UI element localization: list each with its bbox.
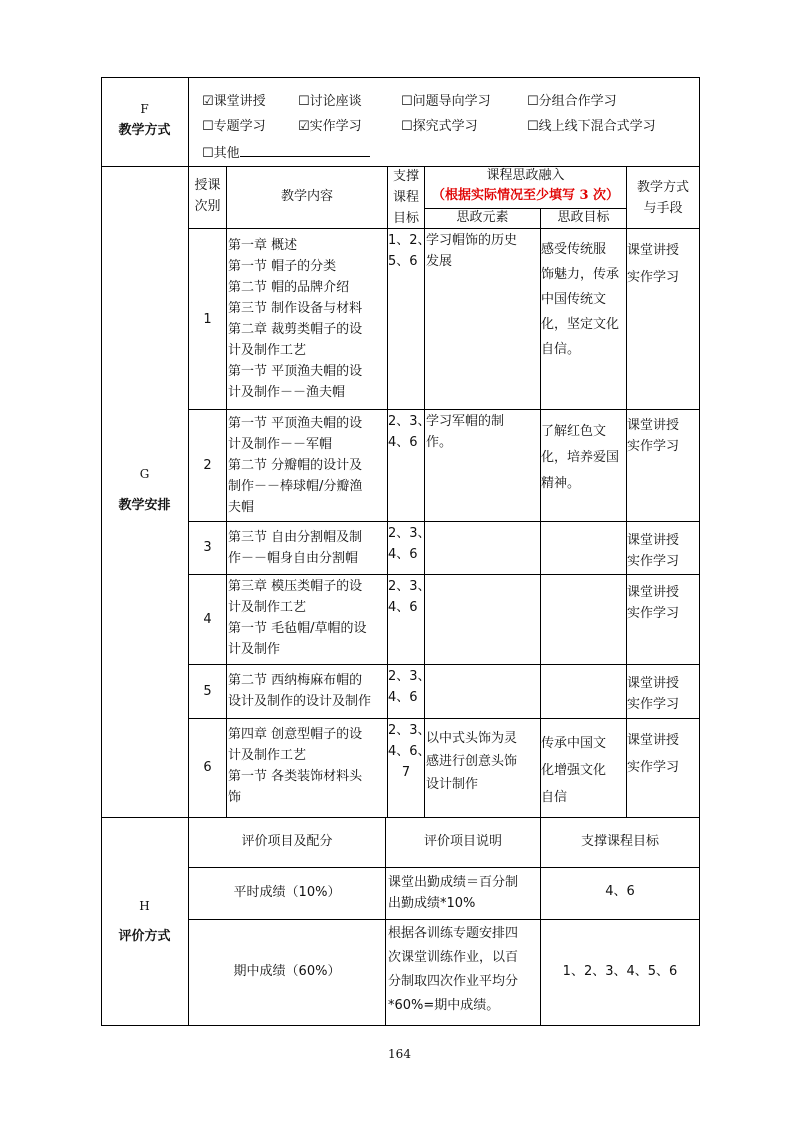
desc-line: 课堂出勤成绩＝百分制 <box>388 875 519 890</box>
checkbox-topic-study[interactable]: ☐专题学习 <box>202 119 266 134</box>
row6-content <box>228 724 362 808</box>
goal-line: 了解红色文 <box>541 424 607 439</box>
section-g-letter: G <box>139 467 150 481</box>
row6-goal <box>541 730 606 811</box>
goal-line: 自信 <box>541 790 568 805</box>
method-line: 课堂讲授 <box>627 418 680 433</box>
element-line: 感进行创意头饰 <box>426 754 518 769</box>
header-ideology-note: （根据实际情况至少填写 3 次） <box>431 188 620 203</box>
support-line: 2、3、 <box>388 579 431 594</box>
eval-row1-item: 平时成绩（10%） <box>233 885 341 900</box>
method-line: 实作学习 <box>627 697 680 712</box>
header-support: 支撑课程目标 <box>392 169 419 226</box>
method-line: 实作学习 <box>627 760 680 775</box>
header-eval-target: 支撑课程目标 <box>580 834 659 849</box>
row3-session: 3 <box>203 540 212 555</box>
header-ideology: 课程思政融入 <box>486 168 565 183</box>
section-f-letter: F <box>140 102 149 116</box>
support-line: 4、6 <box>388 435 418 450</box>
checkbox-discussion[interactable]: ☐讨论座谈 <box>298 94 362 109</box>
header-goal: 思政目标 <box>557 210 610 225</box>
goal-line: 传承中国文 <box>541 736 607 751</box>
element-line: 发展 <box>426 254 453 269</box>
method-line: 课堂讲授 <box>627 243 680 258</box>
header-method: 教学方式与手段 <box>636 180 689 216</box>
header-eval-item: 评价项目及配分 <box>241 834 333 849</box>
row6-support <box>388 720 431 783</box>
desc-line: 次课堂训练作业，以百 <box>388 950 519 965</box>
support-line: 2、3、 <box>388 414 431 429</box>
row2-content <box>228 413 362 518</box>
row3-content <box>228 527 362 569</box>
goal-line: 化，坚定文化 <box>541 317 620 332</box>
support-line: 4、6 <box>388 600 418 615</box>
row1-support <box>388 230 431 272</box>
checkbox-lecture[interactable]: ☑课堂讲授 <box>202 94 266 109</box>
content-line: 第一节 毛毡帽/草帽的设 <box>228 621 367 636</box>
goal-line: 感受传统服 <box>541 242 607 257</box>
goal-line: 中国传统文 <box>541 292 607 307</box>
content-line: 第一节 帽子的分类 <box>228 259 337 274</box>
row1-goal <box>541 237 619 362</box>
eval-row1-target: 4、6 <box>605 884 635 899</box>
goal-line: 精神。 <box>541 476 581 491</box>
goal-line: 化，培养爱国 <box>541 450 620 465</box>
content-line: 第一章 概述 <box>228 238 298 253</box>
goal-line: 化增强文化 <box>541 763 607 778</box>
content-line: 制作－－棒球帽/分瓣渔 <box>228 479 363 494</box>
row3-method <box>627 530 679 572</box>
row4-session: 4 <box>203 612 212 627</box>
section-g-title: 教学安排 <box>118 498 171 513</box>
eval-row2-desc <box>388 922 518 1018</box>
section-h-title: 评价方式 <box>118 929 171 944</box>
eval-row2-item: 期中成绩（60%） <box>233 964 341 979</box>
row5-method <box>627 673 679 715</box>
row4-method <box>627 582 679 624</box>
eval-row2-target: 1、2、3、4、5、6 <box>562 964 678 979</box>
method-line: 实作学习 <box>627 554 680 569</box>
page-number: 164 <box>388 1047 411 1061</box>
row6-method <box>627 727 679 781</box>
content-line: 第一节 各类装饰材料头 <box>228 769 363 784</box>
row5-session: 5 <box>203 684 212 699</box>
method-line: 课堂讲授 <box>627 676 680 691</box>
method-line: 课堂讲授 <box>627 585 680 600</box>
other-blank-line[interactable] <box>240 144 370 157</box>
support-line: 4、6 <box>388 547 418 562</box>
content-line: 第三章 模压类帽子的设 <box>228 579 363 594</box>
support-line: 2、3、 <box>388 723 431 738</box>
row5-content <box>228 670 371 712</box>
row4-support <box>388 576 431 618</box>
support-line: 2、3、 <box>388 526 431 541</box>
support-line: 5、6 <box>388 254 418 269</box>
support-line: 7 <box>401 765 411 780</box>
row1-content <box>228 235 362 403</box>
row4-content <box>228 576 367 660</box>
element-line: 以中式头饰为灵 <box>426 731 518 746</box>
method-line: 实作学习 <box>627 270 680 285</box>
row3-support <box>388 523 431 565</box>
checkbox-practice[interactable]: ☑实作学习 <box>298 119 362 134</box>
content-line: 第二章 裁剪类帽子的设 <box>228 322 363 337</box>
row6-session: 6 <box>203 760 212 775</box>
content-line: 第二节 帽的品牌介绍 <box>228 280 350 295</box>
element-line: 设计制作 <box>426 777 479 792</box>
checkbox-other[interactable] <box>202 144 370 162</box>
checkbox-inquiry[interactable]: ☐探究式学习 <box>401 119 478 134</box>
desc-line: *60%=期中成绩。 <box>388 998 500 1013</box>
content-line: 计及制作－－渔夫帽 <box>228 385 346 400</box>
content-line: 作－－帽身自由分割帽 <box>228 551 359 566</box>
desc-line: 根据各训练专题安排四 <box>388 926 519 941</box>
row1-method <box>627 237 679 291</box>
method-line: 实作学习 <box>627 439 680 454</box>
content-line: 计及制作－－军帽 <box>228 437 333 452</box>
content-line: 第四章 创意型帽子的设 <box>228 727 363 742</box>
content-line: 第二节 分瓣帽的设计及 <box>228 458 363 473</box>
method-line: 实作学习 <box>627 606 680 621</box>
content-line: 第一节 平顶渔夫帽的设 <box>228 416 363 431</box>
header-eval-desc: 评价项目说明 <box>423 834 502 849</box>
method-line: 课堂讲授 <box>627 533 680 548</box>
eval-row1-desc <box>388 872 518 918</box>
section-f-title: 教学方式 <box>118 123 171 138</box>
row5-support <box>388 666 431 708</box>
element-line: 学习军帽的制 <box>426 414 505 429</box>
row2-support <box>388 411 431 453</box>
checkbox-group-work[interactable]: ☐分组合作学习 <box>527 94 617 109</box>
content-line: 第二节 西纳梅麻布帽的 <box>228 673 363 688</box>
content-line: 计及制作工艺 <box>228 343 307 358</box>
header-session: 授课次别 <box>194 178 221 214</box>
checkbox-problem-based[interactable]: ☐问题导向学习 <box>401 94 491 109</box>
goal-line: 自信。 <box>541 342 581 357</box>
row2-method <box>627 415 679 457</box>
content-line: 计及制作工艺 <box>228 600 307 615</box>
support-line: 2、3、 <box>388 669 431 684</box>
content-line: 第一节 平顶渔夫帽的设 <box>228 364 363 379</box>
element-line: 作。 <box>426 435 453 450</box>
row6-element <box>426 727 517 796</box>
support-line: 1、2、 <box>388 233 431 248</box>
checkbox-blended[interactable]: ☐线上线下混合式学习 <box>527 119 656 134</box>
content-line: 第三节 自由分割帽及制 <box>228 530 363 545</box>
section-h-letter: H <box>139 899 150 913</box>
content-line: 计及制作 <box>228 642 281 657</box>
row2-session: 2 <box>203 458 212 473</box>
support-line: 4、6、 <box>388 744 431 759</box>
support-line: 4、6 <box>388 690 418 705</box>
desc-line: 分制取四次作业平均分 <box>388 974 519 989</box>
header-element: 思政元素 <box>456 210 509 225</box>
checkbox-other-label: ☐其他 <box>202 146 240 161</box>
desc-line: 出勤成绩*10% <box>388 896 476 911</box>
row1-session: 1 <box>203 312 212 327</box>
header-content: 教学内容 <box>280 189 333 204</box>
content-line: 饰 <box>228 790 242 805</box>
content-line: 夫帽 <box>228 500 255 515</box>
element-line: 学习帽饰的历史 <box>426 233 518 248</box>
content-line: 第三节 制作设备与材料 <box>228 301 363 316</box>
row2-element <box>426 411 504 453</box>
row2-goal <box>541 419 619 497</box>
content-line: 设计及制作的设计及制作 <box>228 694 372 709</box>
method-line: 课堂讲授 <box>627 733 680 748</box>
content-line: 计及制作工艺 <box>228 748 307 763</box>
goal-line: 饰魅力，传承 <box>541 267 620 282</box>
row1-element <box>426 230 517 272</box>
